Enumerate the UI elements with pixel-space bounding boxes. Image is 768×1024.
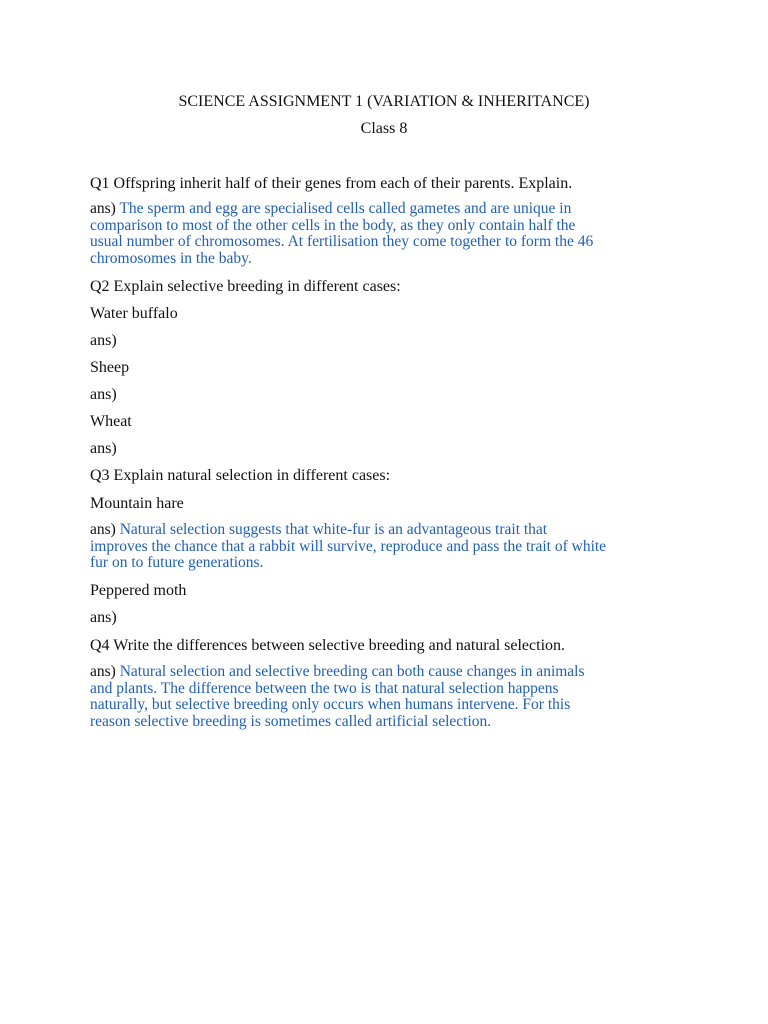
answer-4-line-4: reason selective breeding is sometimes called artificial selection. — [90, 712, 492, 730]
answer-1-line-2: comparison to most of the other cells in the body, as they only contain half the — [90, 216, 576, 234]
answer-wheat-label: ans) — [90, 440, 117, 457]
question-1: Q1 Offspring inherit half of their genes from each of their parents. Explain. — [90, 175, 573, 192]
case-mountain-hare: Mountain hare — [90, 495, 184, 512]
answer-1-line-1: The sperm and egg are specialised cells called gametes and are unique in — [119, 200, 572, 217]
answer-4-line-3: naturally, but selective breeding only occurs when humans intervene. For this — [90, 696, 571, 713]
answer-4-line-1: Natural selection and selective breeding can both cause changes in animals — [119, 663, 585, 680]
answer-mountain-hare — [90, 522, 690, 572]
answer-mountain-hare-label: ans) — [90, 521, 116, 538]
answer-mountain-hare-line-2: improves the chance that a rabbit will survive, reproduce and pass the trait of white — [90, 537, 607, 555]
answer-mountain-hare-line-3: fur on to future generations. — [90, 554, 264, 571]
class-label: Class 8 — [360, 120, 408, 137]
case-peppered-moth: Peppered moth — [90, 582, 187, 599]
answer-mountain-hare-line-1: Natural selection suggests that white-fur is an advantageous trait that — [119, 521, 548, 538]
question-2: Q2 Explain selective breeding in different cases: — [90, 278, 401, 295]
answer-4-label: ans) — [90, 663, 116, 680]
answer-sheep-label: ans) — [90, 386, 117, 403]
answer-1-label: ans) — [90, 200, 116, 217]
answer-1-line-4: chromosomes in the baby. — [90, 249, 252, 267]
question-4: Q4 Write the differences between selective breeding and natural selection. — [90, 637, 566, 654]
answer-water-buffalo-label: ans) — [90, 332, 117, 349]
case-sheep: Sheep — [90, 359, 130, 376]
case-wheat: Wheat — [90, 413, 132, 430]
case-water-buffalo: Water buffalo — [90, 305, 178, 322]
answer-4 — [90, 664, 690, 730]
answer-peppered-moth-label: ans) — [90, 609, 117, 626]
answer-4-line-2: and plants. The difference between the two is that natural selection happens — [90, 679, 559, 697]
question-3: Q3 Explain natural selection in different cases: — [90, 467, 391, 484]
answer-1 — [90, 201, 690, 267]
answer-1-line-3: usual number of chromosomes. At fertilisation they come together to form the 46 — [90, 233, 594, 250]
document-title: SCIENCE ASSIGNMENT 1 (VARIATION & INHERITANCE) — [178, 93, 590, 110]
